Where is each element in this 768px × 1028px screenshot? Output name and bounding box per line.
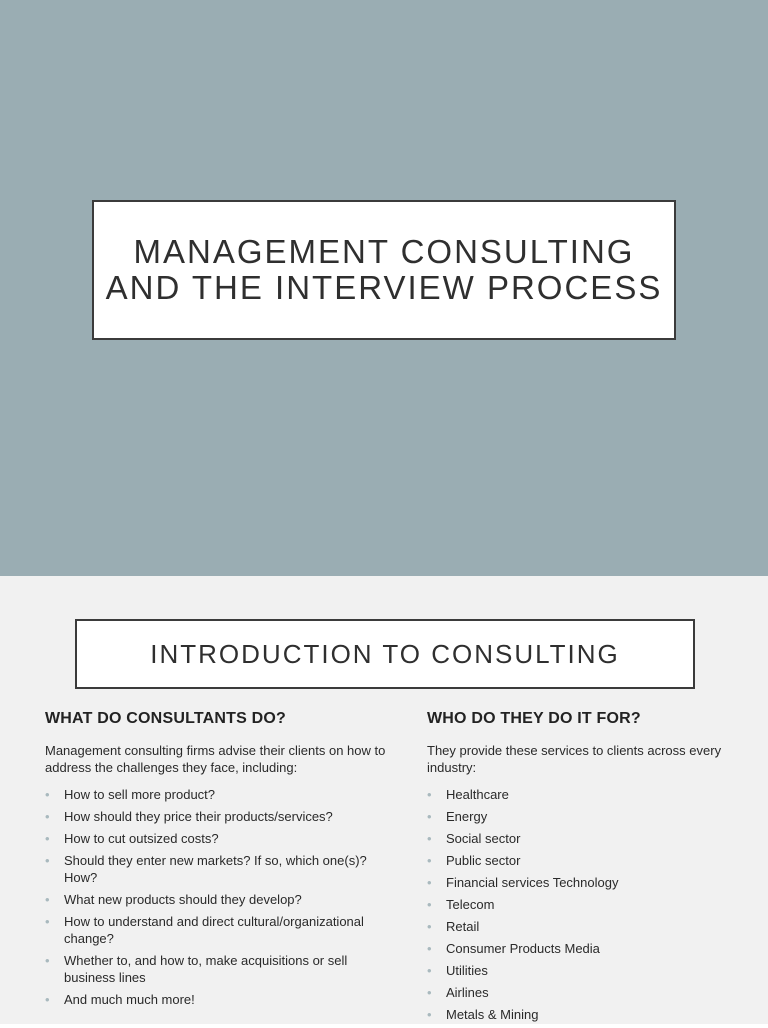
list-item-text: Consumer Products Media [446, 941, 600, 956]
left-bullet-list [45, 786, 395, 1008]
bullet-dot-icon: • [45, 809, 50, 824]
list-item [427, 852, 727, 869]
list-item-text: What new products should they develop? [64, 892, 302, 907]
list-item-text: How should they price their products/services? [64, 809, 333, 824]
bullet-dot-icon: • [427, 853, 432, 868]
list-item-text: Social sector [446, 831, 521, 846]
section-title: INTRODUCTION TO CONSULTING [150, 638, 620, 669]
list-item-text: Metals & Mining [446, 1007, 539, 1022]
list-item-text: Public sector [446, 853, 521, 868]
list-item-text: Telecom [446, 897, 495, 912]
slide-title: MANAGEMENT CONSULTING AND THE INTERVIEW PROCESS [105, 233, 663, 306]
section-title-box [75, 619, 695, 689]
content-slide [0, 576, 768, 1024]
bullet-dot-icon: • [45, 992, 50, 1007]
bullet-dot-icon: • [427, 897, 432, 912]
list-item-text: Energy [446, 809, 488, 824]
bullet-dot-icon: • [45, 831, 50, 846]
list-item-text: Whether to, and how to, make acquisitions or sell business lines [64, 953, 348, 985]
list-item [45, 808, 395, 825]
list-item-text: And much much more! [64, 992, 195, 1007]
left-intro: Management consulting firms advise their clients on how to address the challenges they face, including: [45, 743, 386, 775]
list-item [427, 874, 727, 891]
list-item [427, 918, 727, 935]
list-item [45, 991, 395, 1008]
list-item-text: Healthcare [446, 787, 509, 802]
bullet-dot-icon: • [427, 941, 432, 956]
bullet-dot-icon: • [45, 892, 50, 907]
list-item [45, 952, 395, 986]
list-item [45, 852, 395, 886]
bullet-dot-icon: • [427, 809, 432, 824]
bullet-dot-icon: • [427, 787, 432, 802]
bullet-dot-icon: • [45, 953, 50, 968]
list-item [427, 808, 727, 825]
list-item-text: How to sell more product? [64, 787, 216, 802]
list-item [45, 830, 395, 847]
list-item [427, 962, 727, 979]
title-box [92, 200, 676, 340]
list-item [45, 786, 395, 803]
bullet-dot-icon: • [427, 831, 432, 846]
list-item [427, 896, 727, 913]
bullet-dot-icon: • [45, 914, 50, 929]
right-heading: WHO DO THEY DO IT FOR? [427, 710, 641, 727]
list-item-text: Airlines [446, 985, 489, 1000]
list-item [427, 940, 727, 957]
left-heading: WHAT DO CONSULTANTS DO? [45, 710, 287, 727]
bullet-dot-icon: • [427, 875, 432, 890]
list-item [427, 1006, 727, 1023]
right-intro: They provide these services to clients across every industry: [427, 743, 722, 775]
bullet-dot-icon: • [427, 985, 432, 1000]
bullet-dot-icon: • [45, 787, 50, 802]
bullet-dot-icon: • [427, 963, 432, 978]
list-item-text: Should they enter new markets? If so, which one(s)? How? [64, 853, 367, 885]
list-item-text: How to understand and direct cultural/organizational change? [64, 914, 364, 946]
bullet-dot-icon: • [427, 1007, 432, 1022]
list-item-text: Financial services Technology [446, 875, 619, 890]
list-item [45, 891, 395, 908]
list-item-text: Retail [446, 919, 480, 934]
bullet-dot-icon: • [45, 853, 50, 868]
left-column [45, 710, 395, 1013]
list-item-text: Utilities [446, 963, 488, 978]
bullet-dot-icon: • [427, 919, 432, 934]
right-bullet-list [427, 786, 727, 1023]
list-item [427, 786, 727, 803]
list-item [427, 830, 727, 847]
right-column [427, 710, 727, 1028]
list-item-text: How to cut outsized costs? [64, 831, 219, 846]
list-item [427, 984, 727, 1001]
list-item [45, 913, 395, 947]
